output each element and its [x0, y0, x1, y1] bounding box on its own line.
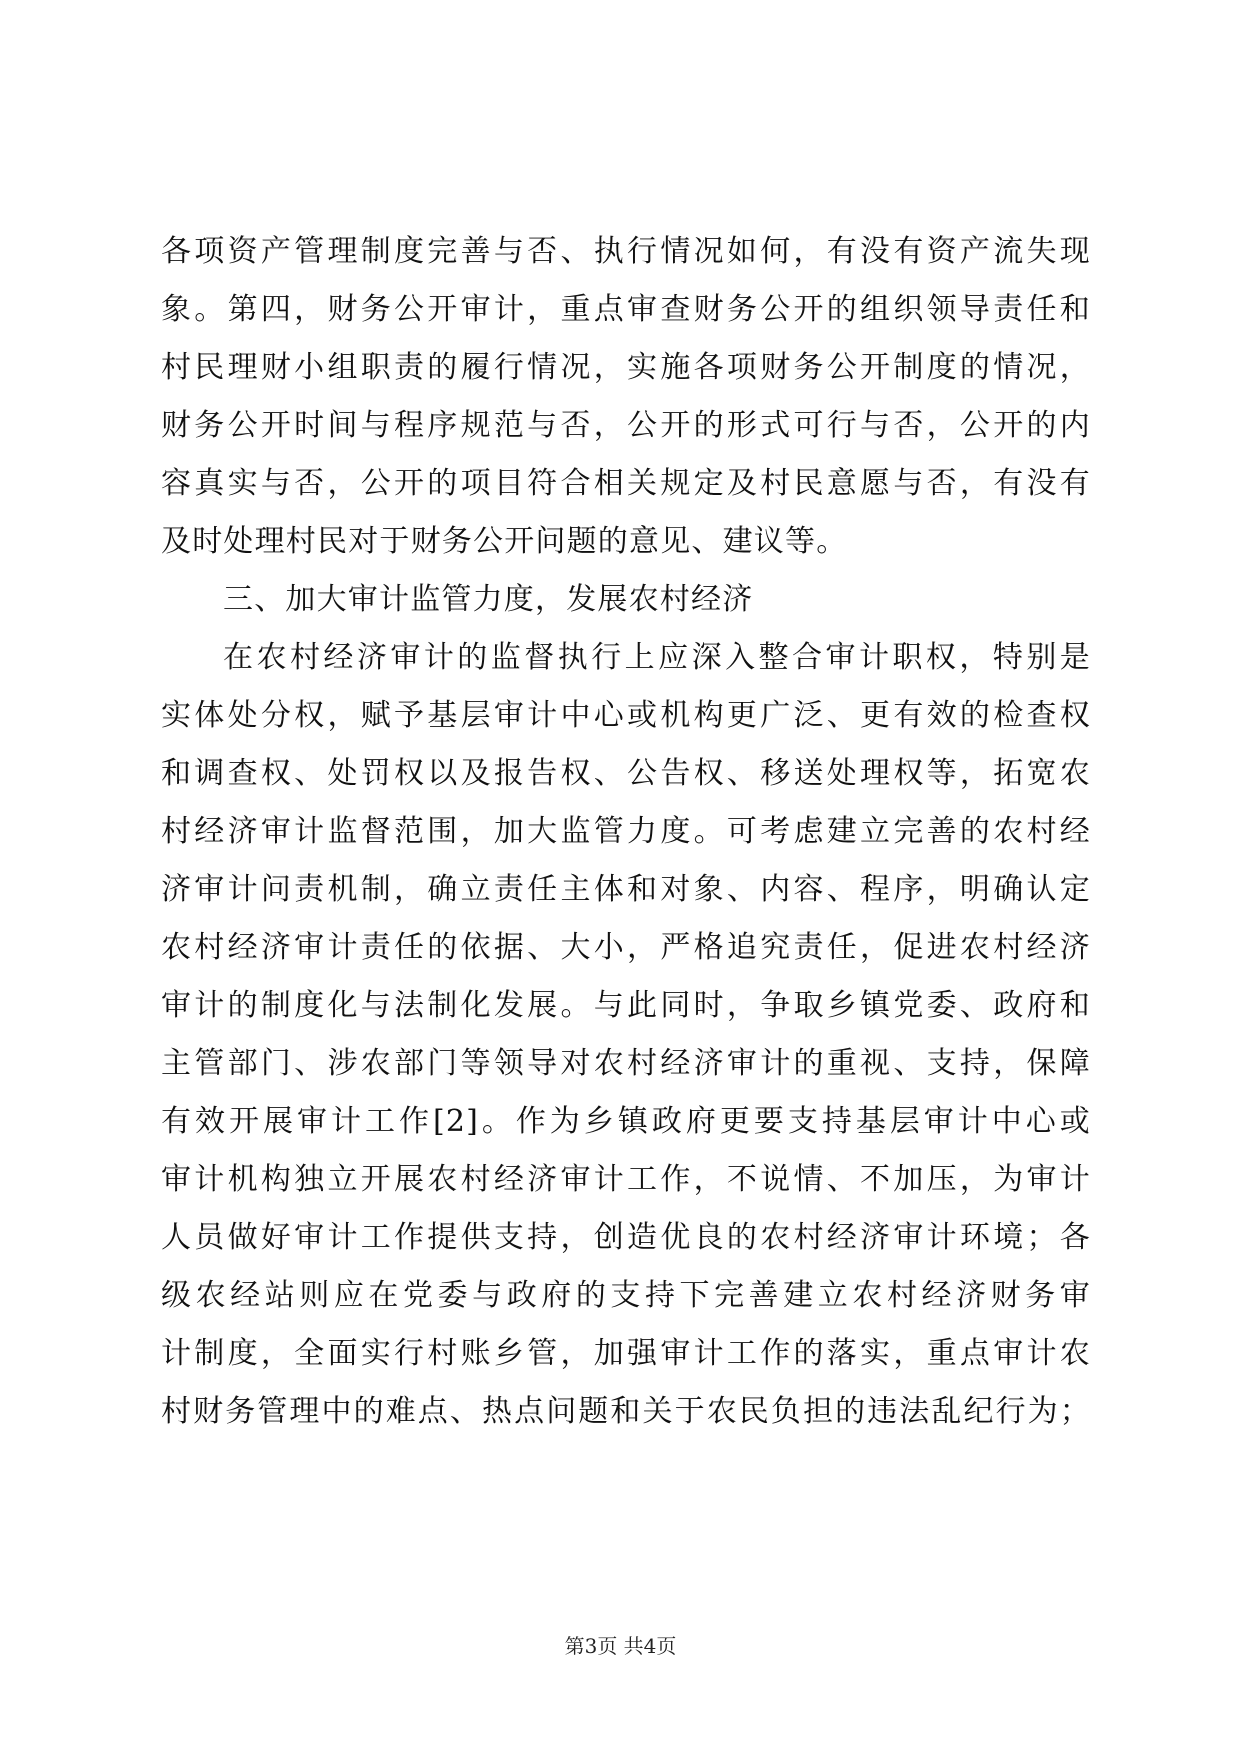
- paragraph-line: 及时处理村民对于财务公开问题的意见、建议等。: [161, 524, 848, 559]
- paragraph-line: 村财务管理中的难点、热点问题和关于农民负担的违法乱纪行为；: [161, 1394, 1091, 1429]
- paragraph-line: 财务公开时间与程序规范与否，公开的形式可行与否，公开的内: [161, 408, 1091, 443]
- paragraph-line: 象。第四，财务公开审计，重点审查财务公开的组织领导责任和: [161, 292, 1091, 327]
- paragraph-line: 容真实与否，公开的项目符合相关规定及村民意愿与否，有没有: [161, 466, 1091, 501]
- paragraph-line: 计制度，全面实行村账乡管，加强审计工作的落实，重点审计农: [161, 1336, 1091, 1371]
- paragraph-line: 村经济审计监督范围，加大监管力度。可考虑建立完善的农村经: [161, 814, 1091, 849]
- paragraph-line: 村民理财小组职责的履行情况，实施各项财务公开制度的情况，: [161, 350, 1091, 385]
- paragraph-line: 济审计问责机制，确立责任主体和对象、内容、程序，明确认定: [161, 872, 1091, 907]
- paragraph-line: 人员做好审计工作提供支持，创造优良的农村经济审计环境；各: [161, 1220, 1091, 1255]
- paragraph-line: 在农村经济审计的监督执行上应深入整合审计职权，特别是: [223, 640, 1091, 675]
- paragraph-line: 实体处分权，赋予基层审计中心或机构更广泛、更有效的检查权: [161, 698, 1091, 733]
- paragraph-line: 主管部门、涉农部门等领导对农村经济审计的重视、支持，保障: [161, 1046, 1091, 1081]
- paragraph-line: 各项资产管理制度完善与否、执行情况如何，有没有资产流失现: [161, 234, 1091, 269]
- section-heading: 三、加大审计监管力度，发展农村经济: [223, 582, 754, 617]
- paragraph-line: 级农经站则应在党委与政府的支持下完善建立农村经济财务审: [161, 1278, 1091, 1313]
- paragraph-line: 有效开展审计工作[2]。作为乡镇政府更要支持基层审计中心或: [161, 1104, 1091, 1139]
- paragraph-line: 和调查权、处罚权以及报告权、公告权、移送处理权等，拓宽农: [161, 756, 1091, 791]
- paragraph-line: 审计的制度化与法制化发展。与此同时，争取乡镇党委、政府和: [161, 988, 1091, 1023]
- paragraph-line: 农村经济审计责任的依据、大小，严格追究责任，促进农村经济: [161, 930, 1091, 965]
- paragraph-line: 审计机构独立开展农村经济审计工作，不说情、不加压，为审计: [161, 1162, 1091, 1197]
- page-number-footer: 第3页 共4页: [564, 1634, 677, 1658]
